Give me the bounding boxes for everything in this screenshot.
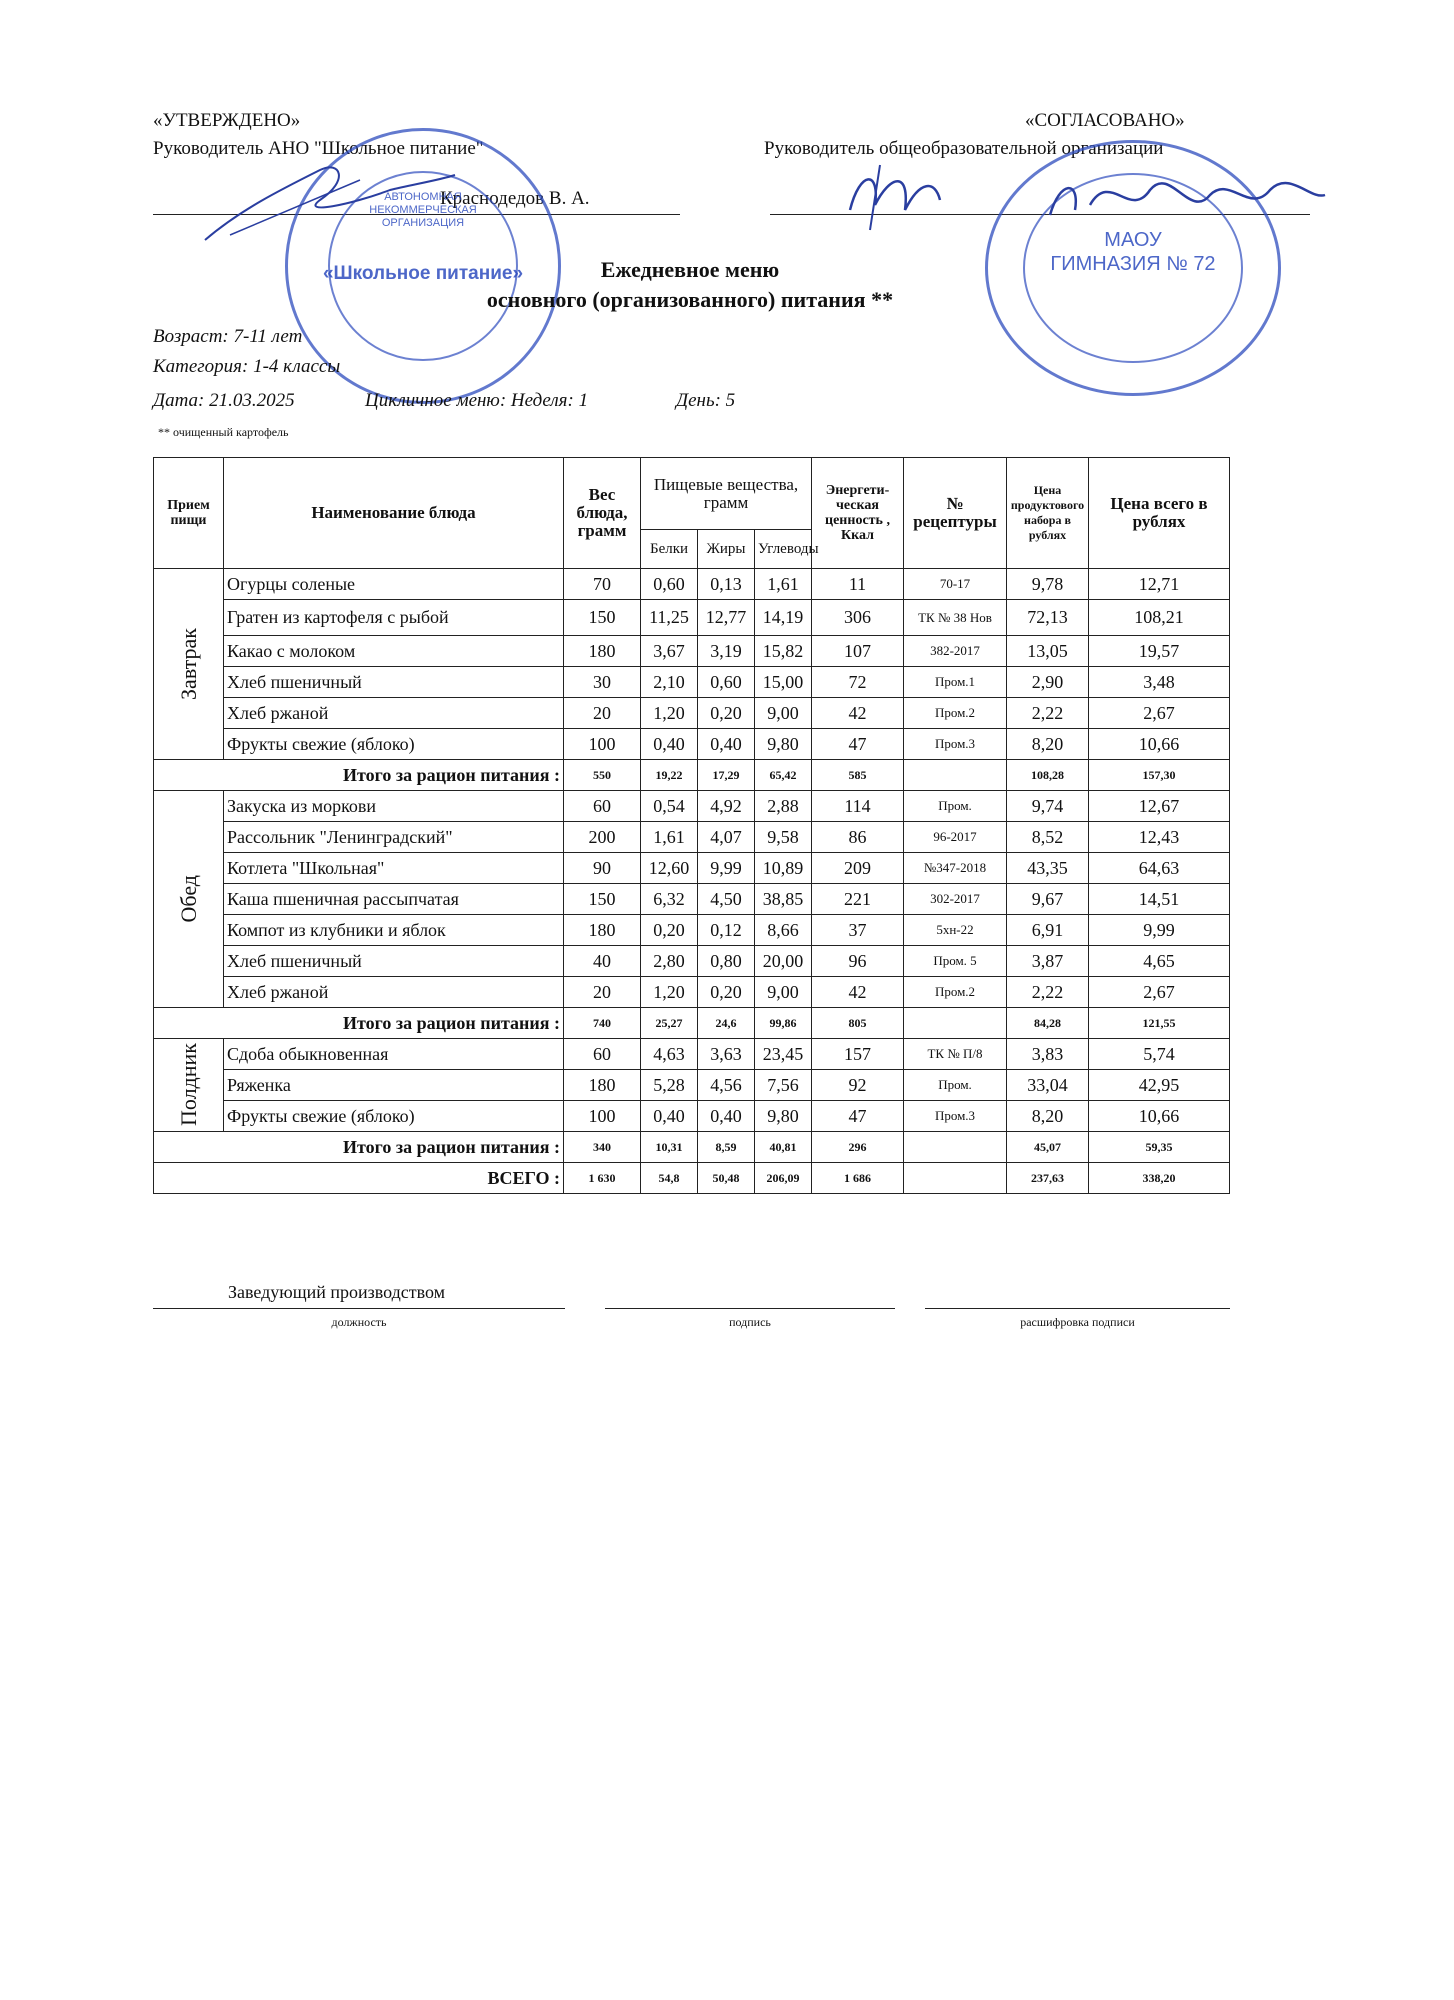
value-cell: 42,95 <box>1089 1070 1230 1101</box>
value-cell: 4,50 <box>698 884 755 915</box>
value-cell: 65,42 <box>755 760 812 791</box>
value-cell: 1,61 <box>755 569 812 600</box>
value-cell: 338,20 <box>1089 1163 1230 1194</box>
meal-snack <box>154 1039 224 1132</box>
value-cell: 14,19 <box>755 600 812 636</box>
value-cell: 1 686 <box>812 1163 904 1194</box>
value-cell: 5,28 <box>641 1070 698 1101</box>
value-cell: 10,89 <box>755 853 812 884</box>
value-cell: 47 <box>812 1101 904 1132</box>
dish-name: Фрукты свежие (яблоко) <box>224 1101 564 1132</box>
header-meal: Прием пищи <box>154 458 224 569</box>
value-cell: 150 <box>564 884 641 915</box>
value-cell: 33,04 <box>1007 1070 1089 1101</box>
meal-label: Полдник <box>175 1043 201 1127</box>
value-cell: 0,13 <box>698 569 755 600</box>
value-cell: 3,19 <box>698 636 755 667</box>
value-cell: 47 <box>812 729 904 760</box>
value-cell: 9,99 <box>698 853 755 884</box>
value-cell: 237,63 <box>1007 1163 1089 1194</box>
value-cell: 2,67 <box>1089 977 1230 1008</box>
value-cell: 7,56 <box>755 1070 812 1101</box>
value-cell: 3,63 <box>698 1039 755 1070</box>
value-cell: 15,82 <box>755 636 812 667</box>
value-cell: 9,80 <box>755 1101 812 1132</box>
position-caption: должность <box>331 1315 387 1329</box>
value-cell: 86 <box>812 822 904 853</box>
dish-name: Огурцы соленые <box>224 569 564 600</box>
recipe-number: Пром. <box>904 791 1007 822</box>
table-row <box>154 822 1230 853</box>
value-cell: 150 <box>564 600 641 636</box>
value-cell: 100 <box>564 729 641 760</box>
value-cell: 12,67 <box>1089 791 1230 822</box>
value-cell: 209 <box>812 853 904 884</box>
total-row <box>154 1132 1230 1163</box>
value-cell: 3,48 <box>1089 667 1230 698</box>
value-cell: 59,35 <box>1089 1132 1230 1163</box>
value-cell: 37 <box>812 915 904 946</box>
position-line <box>153 1308 565 1309</box>
value-cell: 43,35 <box>1007 853 1089 884</box>
decoding-line <box>925 1308 1230 1309</box>
value-cell: 25,27 <box>641 1008 698 1039</box>
recipe-number <box>904 1008 1007 1039</box>
table-row <box>154 884 1230 915</box>
value-cell: 64,63 <box>1089 853 1230 884</box>
dish-name: Каша пшеничная рассыпчатая <box>224 884 564 915</box>
value-cell: 107 <box>812 636 904 667</box>
value-cell: 0,54 <box>641 791 698 822</box>
value-cell: 5,74 <box>1089 1039 1230 1070</box>
value-cell: 84,28 <box>1007 1008 1089 1039</box>
table-row <box>154 698 1230 729</box>
value-cell: 1,20 <box>641 698 698 729</box>
value-cell: 40,81 <box>755 1132 812 1163</box>
value-cell: 0,60 <box>698 667 755 698</box>
title-line-1: Ежедневное меню <box>600 257 780 282</box>
value-cell: 2,22 <box>1007 698 1089 729</box>
left-stamp-sub: АВТОНОМНАЯ НЕКОММЕРЧЕСКАЯ ОРГАНИЗАЦИЯ <box>369 191 477 229</box>
recipe-number: Пром. 5 <box>904 946 1007 977</box>
table-row <box>154 1101 1230 1132</box>
right-signature-icon <box>1040 160 1330 240</box>
value-cell: 180 <box>564 636 641 667</box>
value-cell: 4,65 <box>1089 946 1230 977</box>
left-stamp-org: «Школьное питание» <box>322 263 524 284</box>
header-proteins: Белки <box>641 530 698 569</box>
value-cell: 8,59 <box>698 1132 755 1163</box>
table-row <box>154 915 1230 946</box>
value-cell: 306 <box>812 600 904 636</box>
value-cell: 8,66 <box>755 915 812 946</box>
right-role: Руководитель общеобразовательной организации <box>764 138 1164 159</box>
table-row <box>154 853 1230 884</box>
recipe-number: 70-17 <box>904 569 1007 600</box>
dish-name: Хлеб ржаной <box>224 977 564 1008</box>
total-row <box>154 760 1230 791</box>
value-cell: 2,67 <box>1089 698 1230 729</box>
value-cell: 38,85 <box>755 884 812 915</box>
header-weight: Вес блюда, грамм <box>564 458 641 569</box>
value-cell: 10,31 <box>641 1132 698 1163</box>
meal-lunch <box>154 791 224 1008</box>
agreed-label: «СОГЛАСОВАНО» <box>1025 110 1185 131</box>
value-cell: 9,74 <box>1007 791 1089 822</box>
value-cell: 2,10 <box>641 667 698 698</box>
right-initials-icon <box>840 150 950 240</box>
table-row <box>154 636 1230 667</box>
value-cell: 805 <box>812 1008 904 1039</box>
value-cell: 60 <box>564 1039 641 1070</box>
value-cell: 0,20 <box>698 977 755 1008</box>
left-signer: Краснодедов В. А. <box>440 188 590 209</box>
recipe-number <box>904 760 1007 791</box>
value-cell: 157 <box>812 1039 904 1070</box>
dish-name: Хлеб ржаной <box>224 698 564 729</box>
value-cell: 92 <box>812 1070 904 1101</box>
value-cell: 0,20 <box>698 698 755 729</box>
value-cell: 50,48 <box>698 1163 755 1194</box>
recipe-number: Пром.2 <box>904 698 1007 729</box>
value-cell: 24,6 <box>698 1008 755 1039</box>
date: Дата: 21.03.2025 <box>153 390 295 411</box>
value-cell: 20,00 <box>755 946 812 977</box>
table-row <box>154 1070 1230 1101</box>
signature-line <box>605 1308 895 1309</box>
note: ** очищенный картофель <box>158 425 289 439</box>
value-cell: 180 <box>564 915 641 946</box>
value-cell: 12,77 <box>698 600 755 636</box>
signature-caption: подпись <box>729 1315 771 1329</box>
value-cell: 11 <box>812 569 904 600</box>
dish-name: Сдоба обыкновенная <box>224 1039 564 1070</box>
meal-label: Обед <box>175 875 201 923</box>
dish-name: Хлеб пшеничный <box>224 946 564 977</box>
value-cell: 30 <box>564 667 641 698</box>
value-cell: 9,99 <box>1089 915 1230 946</box>
value-cell: 206,09 <box>755 1163 812 1194</box>
left-role: Руководитель АНО "Школьное питание" <box>153 138 484 159</box>
value-cell: 8,52 <box>1007 822 1089 853</box>
dish-name: Котлета "Школьная" <box>224 853 564 884</box>
menu-table <box>153 457 1230 1194</box>
recipe-number: 96-2017 <box>904 822 1007 853</box>
approved-label: «УТВЕРЖДЕНО» <box>153 110 301 131</box>
age: Возраст: 7-11 лет <box>153 326 303 347</box>
value-cell: 60 <box>564 791 641 822</box>
table-row <box>154 1039 1230 1070</box>
blank-cell <box>154 1132 224 1163</box>
value-cell: 96 <box>812 946 904 977</box>
dish-name: Итого за рацион питания : <box>224 1132 564 1163</box>
value-cell: 1,20 <box>641 977 698 1008</box>
header-price-total: Цена всего в рублях <box>1089 458 1230 569</box>
value-cell: 90 <box>564 853 641 884</box>
title-line-2: основного (организованного) питания ** <box>486 287 894 312</box>
dish-name: Рассольник "Ленинградский" <box>224 822 564 853</box>
value-cell: 15,00 <box>755 667 812 698</box>
value-cell: 0,80 <box>698 946 755 977</box>
total-row <box>154 1163 1230 1194</box>
value-cell: 0,40 <box>698 1101 755 1132</box>
value-cell: 9,00 <box>755 977 812 1008</box>
recipe-number <box>904 1132 1007 1163</box>
day: День: 5 <box>676 390 736 411</box>
table-row <box>154 569 1230 600</box>
table-row <box>154 791 1230 822</box>
value-cell: 11,25 <box>641 600 698 636</box>
table-row <box>154 600 1230 636</box>
value-cell: 740 <box>564 1008 641 1039</box>
value-cell: 12,43 <box>1089 822 1230 853</box>
recipe-number: 382-2017 <box>904 636 1007 667</box>
recipe-number: 5хн-22 <box>904 915 1007 946</box>
blank-cell <box>154 760 224 791</box>
recipe-number: ТК № П/8 <box>904 1039 1007 1070</box>
value-cell: 13,05 <box>1007 636 1089 667</box>
value-cell: 1 630 <box>564 1163 641 1194</box>
value-cell: 45,07 <box>1007 1132 1089 1163</box>
value-cell: 157,30 <box>1089 760 1230 791</box>
value-cell: 2,90 <box>1007 667 1089 698</box>
header-nutrients: Пищевые вещества, грамм <box>641 458 812 530</box>
value-cell: 3,67 <box>641 636 698 667</box>
header-energy: Энергети- ческая ценность , Ккал <box>812 458 904 569</box>
recipe-number: Пром.2 <box>904 977 1007 1008</box>
value-cell: 550 <box>564 760 641 791</box>
value-cell: 2,88 <box>755 791 812 822</box>
value-cell: 23,45 <box>755 1039 812 1070</box>
left-signature-icon <box>200 150 460 250</box>
header-carbs: Углеводы <box>755 530 812 569</box>
dish-name: Компот из клубники и яблок <box>224 915 564 946</box>
value-cell: 2,80 <box>641 946 698 977</box>
value-cell: 2,22 <box>1007 977 1089 1008</box>
meal-breakfast <box>154 569 224 760</box>
value-cell: 14,51 <box>1089 884 1230 915</box>
value-cell: 9,78 <box>1007 569 1089 600</box>
value-cell: 0,40 <box>698 729 755 760</box>
value-cell: 8,20 <box>1007 1101 1089 1132</box>
recipe-number: Пром. <box>904 1070 1007 1101</box>
recipe-number: Пром.3 <box>904 1101 1007 1132</box>
right-stamp-org: МАОУ ГИМНАЗИЯ № 72 <box>1050 229 1216 275</box>
value-cell: 0,20 <box>641 915 698 946</box>
header-fats: Жиры <box>698 530 755 569</box>
dish-name: Итого за рацион питания : <box>224 1008 564 1039</box>
value-cell: 296 <box>812 1132 904 1163</box>
value-cell: 9,58 <box>755 822 812 853</box>
value-cell: 70 <box>564 569 641 600</box>
value-cell: 10,66 <box>1089 1101 1230 1132</box>
decoding-caption: расшифровка подписи <box>1020 1315 1135 1329</box>
value-cell: 0,40 <box>641 729 698 760</box>
blank-cell <box>154 1008 224 1039</box>
value-cell: 20 <box>564 977 641 1008</box>
header-recipe: № рецептуры <box>904 458 1007 569</box>
value-cell: 10,66 <box>1089 729 1230 760</box>
value-cell: 99,86 <box>755 1008 812 1039</box>
value-cell: 4,63 <box>641 1039 698 1070</box>
header-dish: Наименование блюда <box>224 458 564 569</box>
value-cell: 20 <box>564 698 641 729</box>
dish-name: Фрукты свежие (яблоко) <box>224 729 564 760</box>
table-row <box>154 977 1230 1008</box>
value-cell: 180 <box>564 1070 641 1101</box>
value-cell: 6,32 <box>641 884 698 915</box>
value-cell: 4,07 <box>698 822 755 853</box>
value-cell: 40 <box>564 946 641 977</box>
value-cell: 108,21 <box>1089 600 1230 636</box>
value-cell: 0,40 <box>641 1101 698 1132</box>
recipe-number: 302-2017 <box>904 884 1007 915</box>
dish-name: Ряженка <box>224 1070 564 1101</box>
value-cell: 100 <box>564 1101 641 1132</box>
table-row <box>154 946 1230 977</box>
table-row <box>154 729 1230 760</box>
category: Категория: 1-4 классы <box>153 356 341 377</box>
value-cell: 114 <box>812 791 904 822</box>
value-cell: 9,67 <box>1007 884 1089 915</box>
value-cell: 54,8 <box>641 1163 698 1194</box>
value-cell: 72,13 <box>1007 600 1089 636</box>
total-row <box>154 1008 1230 1039</box>
value-cell: 6,91 <box>1007 915 1089 946</box>
recipe-number: ТК № 38 Нов <box>904 600 1007 636</box>
value-cell: 585 <box>812 760 904 791</box>
dish-name: Итого за рацион питания : <box>224 760 564 791</box>
value-cell: 340 <box>564 1132 641 1163</box>
recipe-number <box>904 1163 1007 1194</box>
value-cell: 221 <box>812 884 904 915</box>
cycle-menu: Цикличное меню: Неделя: 1 <box>365 390 589 411</box>
dish-name: Гратен из картофеля с рыбой <box>224 600 564 636</box>
position-value: Заведующий производством <box>228 1282 446 1302</box>
value-cell: 121,55 <box>1089 1008 1230 1039</box>
dish-name: Хлеб пшеничный <box>224 667 564 698</box>
value-cell: 72 <box>812 667 904 698</box>
value-cell: 200 <box>564 822 641 853</box>
value-cell: 12,71 <box>1089 569 1230 600</box>
value-cell: 17,29 <box>698 760 755 791</box>
header-price-set: Цена продуктового набора в рублях <box>1007 458 1089 569</box>
meal-label: Завтрак <box>175 628 201 700</box>
value-cell: 12,60 <box>641 853 698 884</box>
value-cell: 9,80 <box>755 729 812 760</box>
value-cell: 42 <box>812 977 904 1008</box>
value-cell: 9,00 <box>755 698 812 729</box>
value-cell: 8,20 <box>1007 729 1089 760</box>
value-cell: 19,22 <box>641 760 698 791</box>
value-cell: 3,83 <box>1007 1039 1089 1070</box>
dish-name: Закуска из моркови <box>224 791 564 822</box>
value-cell: 108,28 <box>1007 760 1089 791</box>
recipe-number: №347-2018 <box>904 853 1007 884</box>
grand-total-label: ВСЕГО : <box>154 1163 564 1194</box>
recipe-number: Пром.1 <box>904 667 1007 698</box>
value-cell: 3,87 <box>1007 946 1089 977</box>
value-cell: 4,92 <box>698 791 755 822</box>
value-cell: 19,57 <box>1089 636 1230 667</box>
value-cell: 42 <box>812 698 904 729</box>
value-cell: 1,61 <box>641 822 698 853</box>
dish-name: Какао с молоком <box>224 636 564 667</box>
value-cell: 0,12 <box>698 915 755 946</box>
value-cell: 0,60 <box>641 569 698 600</box>
table-row <box>154 667 1230 698</box>
recipe-number: Пром.3 <box>904 729 1007 760</box>
value-cell: 4,56 <box>698 1070 755 1101</box>
